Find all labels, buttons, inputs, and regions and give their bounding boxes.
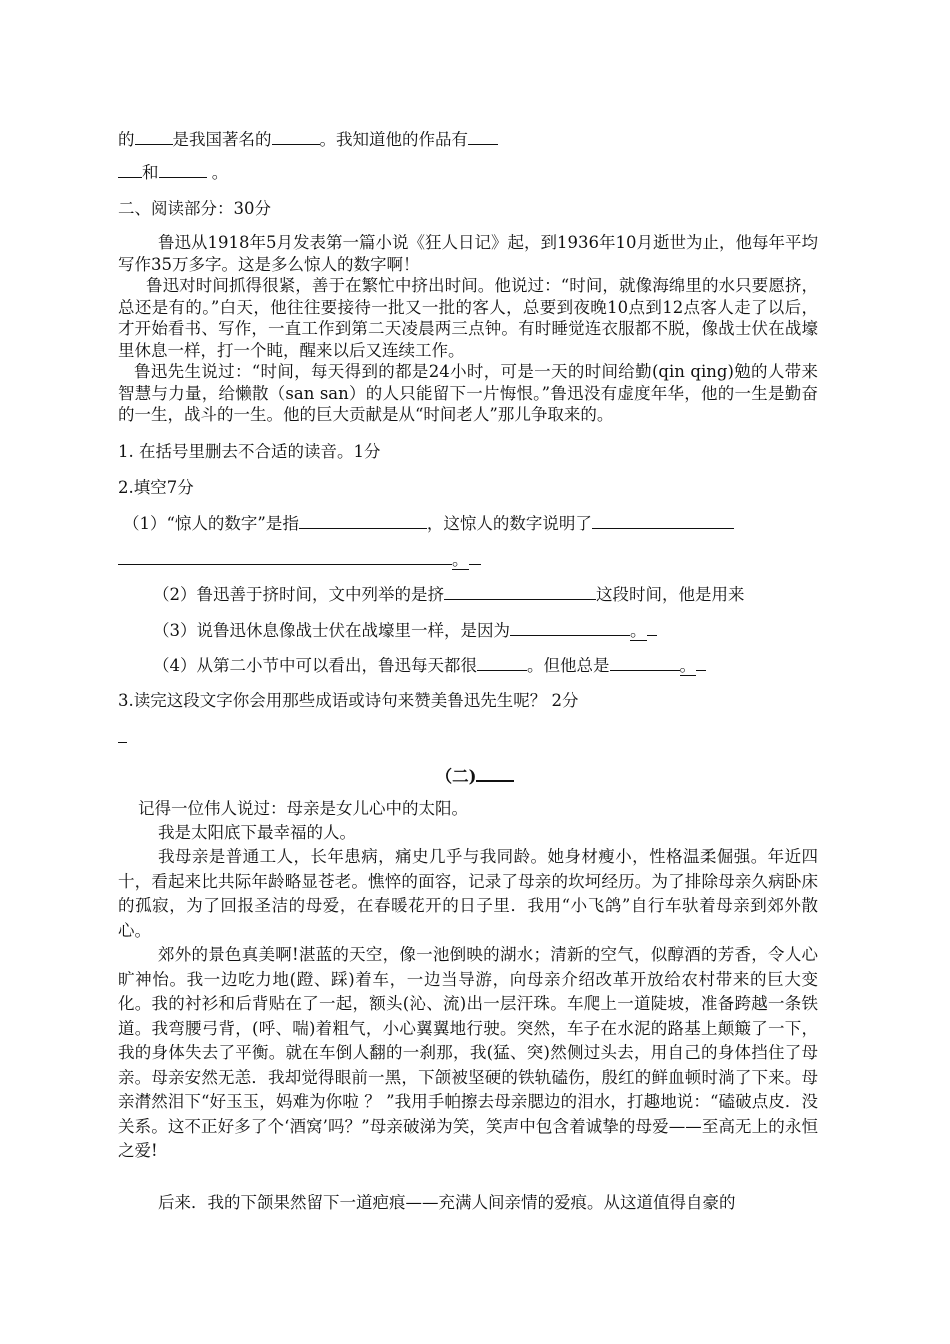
question-2-4 bbox=[153, 656, 706, 676]
text: 和 bbox=[142, 163, 159, 182]
passage2-p3: 我母亲是普通工人，长年患病，痛史几乎与我同龄。她身材瘦小，性格温柔倔强。年近四十，看起来比共际年龄略显苍老。憔悴的面容，记录了母亲的坎坷经历。为了排除母亲久病卧床的孤寂，为了回报圣洁的母爱，在春暖花开的日子里．我用“小飞鸽”自行车驮着母亲到郊外散心。 bbox=[118, 847, 818, 940]
blank[interactable] bbox=[118, 550, 452, 565]
text: 。 bbox=[206, 163, 229, 182]
text: （1）“惊人的数字”是指 bbox=[123, 514, 299, 533]
question-2-2 bbox=[153, 585, 745, 605]
text: 。 bbox=[630, 621, 647, 640]
text: 。我知道他的作品有 bbox=[319, 130, 468, 149]
text: （3）说鲁迅休息像战士伏在战壕里一样，是因为 bbox=[153, 621, 510, 640]
blank[interactable] bbox=[696, 656, 706, 671]
question-2-1-cont bbox=[118, 550, 481, 570]
passage1-p3: 鲁迅先生说过：“时间，每天得到的都是24小时，可是一天的时间给勤(qin qing)勉的人带来智慧与力量，给懒散（san san）的人只能留下一片悔恨。”鲁迅没有虚度年华，他的一生是勤奋的一生，战斗的一生。他的巨大贡献是从“时间老人”那儿争取来的。 bbox=[118, 362, 818, 424]
text: ，这惊人的数字说明了 bbox=[426, 514, 592, 533]
blank[interactable] bbox=[444, 585, 596, 600]
question-1: 1. 在括号里删去不合适的读音。1分 bbox=[118, 442, 381, 461]
question-2-3 bbox=[153, 621, 657, 641]
text: 。 bbox=[679, 656, 696, 675]
blank[interactable] bbox=[592, 514, 734, 529]
title-text: （二) bbox=[435, 767, 477, 786]
blank[interactable] bbox=[469, 550, 481, 565]
passage2-title bbox=[0, 763, 950, 787]
text: 是我国著名的 bbox=[172, 130, 272, 149]
text: 的 bbox=[118, 130, 135, 149]
blank[interactable] bbox=[610, 656, 680, 671]
passage1-p2: 鲁迅对时间抓得很紧，善于在繁忙中挤出时间。他说过：“时间，就像海绵里的水只要愿挤，总还是有的。”白天，他往往要接待一批又一批的客人，总要到夜晚10点到12点客人走了以后，才开始看书、写作，一直工作到第二天凌晨两三点钟。有时睡觉连衣服都不脱，像战士伏在战壕里休息一样，打一个盹，醒来以后又连续工作。 bbox=[118, 276, 818, 360]
passage2-p5: 后来．我的下颌果然留下一道疤痕——充满人间亲情的爱痕。从这道值得自豪的 bbox=[158, 1193, 736, 1212]
question-3: 3.读完这段文字你会用那些成语或诗句来赞美鲁迅先生呢？ 2分 bbox=[118, 691, 579, 710]
blank[interactable] bbox=[118, 163, 142, 178]
question-2-1 bbox=[123, 514, 734, 534]
text: 。但他总是 bbox=[527, 656, 610, 675]
blank[interactable] bbox=[135, 130, 173, 145]
title-blank[interactable] bbox=[476, 766, 514, 782]
blank[interactable] bbox=[647, 621, 657, 636]
answer-blank[interactable] bbox=[118, 742, 127, 743]
blank[interactable] bbox=[299, 514, 427, 529]
blank[interactable] bbox=[477, 656, 527, 671]
text: 这段时间，他是用来 bbox=[596, 585, 745, 604]
blank[interactable] bbox=[468, 130, 498, 145]
text: （4）从第二小节中可以看出，鲁迅每天都很 bbox=[153, 656, 477, 675]
text: （2）鲁迅善于挤时间，文中列举的是挤 bbox=[153, 585, 444, 604]
blank[interactable] bbox=[272, 130, 320, 145]
passage2-p4: 郊外的景色真美啊!湛蓝的天空，像一池倒映的湖水；清新的空气，似醇酒的芳香，令人心旷神怡。我一边吃力地(蹬、踩)着车，一边当导游，向母亲介绍改革开放给农村带来的巨大变化。我的衬衫和后背贴在了一起，额头(沁、流)出一层汗珠。车爬上一道陡坡，准备跨越一条铁道。我弯腰弓背，(呼、喘)着粗气，小心翼翼地行驶。突然，车子在水泥的路基上颠簸了一下，我的身体失去了平衡。就在车倒人翻的一刹那，我(猛、突)然侧过头去，用自己的身体挡住了母亲。母亲安然无恙．我却觉得眼前一黑，下颌被坚硬的铁轨磕伤，殷红的鲜血顿时淌了下来。母亲潸然泪下“好玉玉，妈难为你啦 ？ ”我用手帕擦去母亲腮边的泪水，打趣地说：“磕破点皮．没关系。这不正好多了个‘酒窝’吗？”母亲破涕为笑，笑声中包含着诚挚的母爱——至高无上的永恒之爱! bbox=[118, 945, 818, 1160]
passage1-p1: 鲁迅从1918年5月发表第一篇小说《狂人日记》起，到1936年10月逝世为止，他每年平均写作35万多字。这是多么惊人的数字啊！ bbox=[118, 233, 818, 274]
question-2: 2.填空7分 bbox=[118, 478, 194, 497]
fill-line-2 bbox=[118, 163, 228, 183]
passage2-p1: 记得一位伟人说过：母亲是女儿心中的太阳。 bbox=[138, 799, 468, 818]
blank[interactable] bbox=[159, 163, 207, 178]
blank[interactable] bbox=[510, 621, 630, 636]
section-title: 二、阅读部分：30分 bbox=[118, 199, 271, 218]
fill-line-1 bbox=[118, 130, 498, 150]
text: 。 bbox=[452, 550, 469, 569]
passage2-p2: 我是太阳底下最幸福的人。 bbox=[158, 823, 356, 842]
